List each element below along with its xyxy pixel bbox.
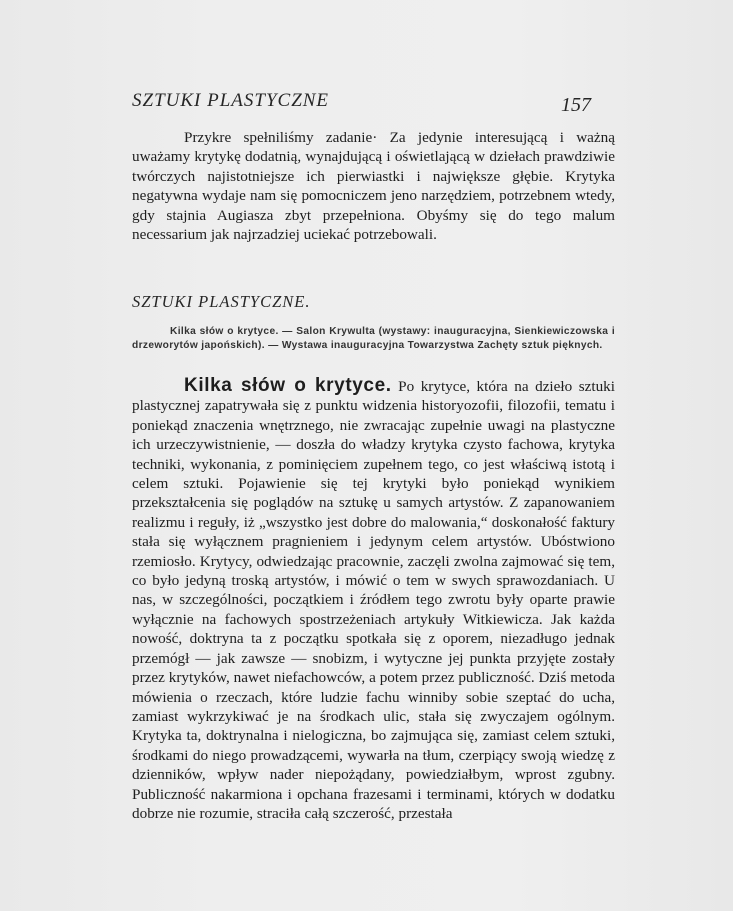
running-head: SZTUKI PLASTYCZNE <box>132 90 330 111</box>
previous-section-text <box>132 128 615 244</box>
body-text: Po krytyce, która na dzieło sztuki plastycznej zapatrywała się z punktu widzenia historyozofii, filozofii, tematu i poniekąd znaczenia wnętrznego, nie zwracając zupełnie uwagi na plastyczne ich urzeczywistnienie, — doszła do władzy krytyka czysto fachowa, krytyka techniki, wykonania, z pominięciem zupełnem tego, co jest właściwą istotą i celem sztuki. Pojawienie się tej krytyki było poniekąd wynikiem przekształcenia się poglądów na sztukę u samych artystów. Z zapanowaniem realizmu i reguły, iż „wszystko jest dobre do malowania,“ doskonałość faktury stała się wyłącznem pragnieniem i jedynym celem artystów. Ubóstwiono rzemiosło. Krytycy, odwiedzając pracownie, zaczęli zwolna zajmować się tem, co było jedyną troską artystów, i mówić o tem w swych sprawozdaniach. U nas, w szczególności, początkiem i źródłem tego zwrotu były oparte prawie wyłącznie na fachowych spostrzeżeniach artykuły Witkiewicza. Jak każda nowość, doktryna ta z początku spotkała się z oporem, niezadługo jednak przemógł — jak zawsze — snobizm, i wytyczne jej punkta przyjęte zostały przez krytyków, nawet niefachowców, a potem przez publiczność. Dziś metoda mówienia o rzeczach, które ludzie fachu winniby sobie szeptać do ucha, zamiast wykrzykiwać je na środkach ulic, stała się zwyczajem ogólnym. Krytyka ta, doktrynalna i nielogiczna, bo zajmująca się, zamiast celem sztuki, środkami do niego prowadzącemi, wywarła na tłum, czerpiący swoją wiedzę z dzienników, wpływ nader niepożądany, powiedziałbym, wprost zgubny. Publiczność nakarmiona i opchana frazesami i terminami, których w dodatku dobrze nie rozumie, straciła całą szczerość, przestała <box>132 378 615 822</box>
paragraph: Przykre spełniliśmy zadanie· Za jedynie interesującą i ważną uważamy krytykę dodatnią, wynajdującą i oświetlającą w dziełach prawdziwie twórczych najistotniejsze ich pierwiastki i największe głębie. Krytyka negatywna wydaje nam się pomocniczem jeno narzędziem, potrzebnem wtedy, gdy stajnia Augiasza zbyt przepełniona. Obyśmy się do tego malum necessarium jak najrzadziej uciekać potrzebowali. <box>132 129 615 244</box>
main-section-text <box>132 376 615 823</box>
section-title: SZTUKI PLASTYCZNE. <box>132 292 311 311</box>
section-summary <box>132 325 615 353</box>
paragraph <box>132 376 615 823</box>
lead-heading: Kilka słów o krytyce. <box>184 375 392 396</box>
summary-text: Kilka słów o krytyce. — Salon Krywulta (wystawy: inauguracyjna, Sienkiewiczowska i drzeworytów japońskich). — Wystawa inauguracyjna Towarzystwa Zachęty sztuk pięknych. <box>132 326 615 351</box>
page-number: 157 <box>561 94 591 116</box>
